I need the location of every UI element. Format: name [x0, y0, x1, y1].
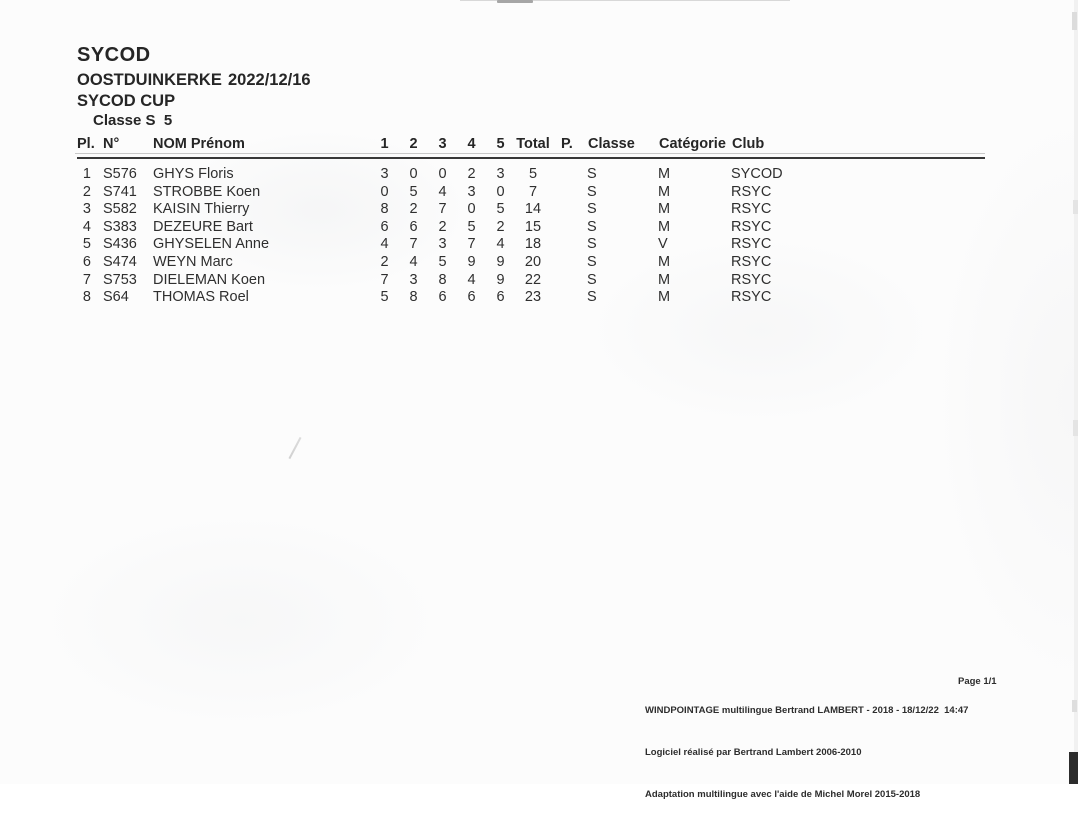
- cell-race-2: 0: [409, 166, 418, 182]
- cell-classe: S: [587, 218, 597, 235]
- header-race-2: 2: [399, 136, 428, 158]
- cell-race-1: 5: [380, 289, 389, 306]
- cell-total: 15: [524, 218, 542, 235]
- cell-race-3: 0: [438, 166, 447, 182]
- table-row: [77, 219, 985, 237]
- cell-name: THOMAS Roel: [153, 289, 249, 306]
- cell-race-4: 4: [467, 271, 476, 288]
- footer-line-2: Logiciel réalisé par Bertrand Lambert 2006-2010: [645, 747, 862, 758]
- cell-place: 8: [82, 289, 91, 306]
- table-row: [77, 272, 985, 290]
- cell-classe: S: [587, 253, 597, 270]
- cell-race-1: 8: [380, 201, 389, 218]
- cell-race-2: 7: [409, 236, 418, 253]
- cell-total: 5: [528, 166, 538, 182]
- cell-race-3: 2: [438, 218, 447, 235]
- cell-total: 7: [528, 183, 538, 200]
- cell-name: STROBBE Koen: [153, 183, 261, 200]
- scan-artifact-top-dash: [497, 0, 533, 3]
- event-title: SYCOD CUP: [77, 92, 176, 110]
- cell-classe: S: [587, 183, 597, 200]
- header-race-5: 5: [486, 136, 515, 158]
- cell-total: 22: [524, 271, 542, 288]
- page-number: Page 1/1: [958, 676, 997, 687]
- cell-race-2: 3: [409, 271, 418, 288]
- cell-penalty: [551, 219, 584, 237]
- cell-categorie: M: [658, 218, 671, 235]
- cell-club: SYCOD: [731, 166, 783, 182]
- cell-club: RSYC: [731, 253, 772, 270]
- cell-race-3: 8: [438, 271, 447, 288]
- cell-total: 14: [524, 201, 542, 218]
- cell-place: 4: [82, 218, 91, 235]
- location-name: OOSTDUINKERKE: [77, 71, 222, 89]
- cell-categorie: M: [658, 253, 671, 270]
- cell-race-1: 2: [380, 253, 389, 270]
- cell-penalty: [551, 158, 584, 184]
- cell-total: 23: [524, 289, 542, 306]
- table-row: [77, 236, 985, 254]
- cell-name: GHYSELEN Anne: [153, 236, 270, 253]
- class-line: Classe S 5: [93, 112, 173, 129]
- cell-club: RSYC: [731, 201, 772, 218]
- cell-penalty: [551, 254, 584, 272]
- cell-race-4: 0: [467, 201, 476, 218]
- cell-race-4: 7: [467, 236, 476, 253]
- table-row: [77, 289, 985, 307]
- cell-place: 3: [82, 201, 91, 218]
- cell-classe: S: [587, 201, 597, 218]
- header-rule-shadow: [75, 153, 985, 154]
- cell-race-5: 5: [496, 201, 505, 218]
- header-race-3: 3: [428, 136, 457, 158]
- cell-penalty: [551, 236, 584, 254]
- table-row: [77, 184, 985, 202]
- cell-sail-number: S64: [103, 289, 129, 306]
- cell-race-1: 3: [380, 166, 389, 182]
- cell-total: 20: [524, 253, 542, 270]
- cell-race-3: 3: [438, 236, 447, 253]
- cell-race-2: 5: [409, 183, 418, 200]
- cell-club: RSYC: [731, 236, 772, 253]
- cell-race-1: 6: [380, 218, 389, 235]
- header-categorie: Catégorie: [655, 136, 728, 158]
- cell-categorie: M: [658, 271, 671, 288]
- cell-race-3: 7: [438, 201, 447, 218]
- scan-artifact-pen-mark: [288, 437, 301, 459]
- cell-club: RSYC: [731, 218, 772, 235]
- cell-sail-number: S741: [103, 183, 137, 200]
- cell-race-4: 2: [467, 166, 476, 182]
- cell-race-1: 7: [380, 271, 389, 288]
- cell-race-5: 6: [496, 289, 505, 306]
- cell-place: 7: [82, 271, 91, 288]
- cell-classe: S: [587, 271, 597, 288]
- cell-place: 6: [82, 253, 91, 270]
- cell-categorie: V: [658, 236, 668, 253]
- cell-race-2: 6: [409, 218, 418, 235]
- cell-categorie: M: [658, 183, 671, 200]
- cell-race-2: 2: [409, 201, 418, 218]
- header-club: Club: [728, 136, 985, 158]
- cell-sail-number: S576: [103, 166, 137, 182]
- cell-race-1: 0: [380, 183, 389, 200]
- footer-line-3: Adaptation multilingue avec l'aide de Michel Morel 2015-2018: [645, 789, 921, 800]
- cell-race-2: 4: [409, 253, 418, 270]
- cell-sail-number: S436: [103, 236, 137, 253]
- cell-race-5: 9: [496, 271, 505, 288]
- cell-race-5: 9: [496, 253, 505, 270]
- cell-total: 18: [524, 236, 542, 253]
- header-race-1: 1: [370, 136, 399, 158]
- table-row: [77, 201, 985, 219]
- cell-name: DEZEURE Bart: [153, 218, 253, 235]
- cell-race-4: 5: [467, 218, 476, 235]
- cell-race-5: 3: [496, 166, 505, 182]
- cell-classe: S: [587, 166, 597, 182]
- cell-categorie: M: [658, 166, 671, 182]
- cell-race-2: 8: [409, 289, 418, 306]
- scan-artifact-corner-bar: [1069, 752, 1078, 784]
- results-tbody: [77, 158, 985, 307]
- cell-race-5: 2: [496, 218, 505, 235]
- cell-categorie: M: [658, 201, 671, 218]
- cell-race-5: 0: [496, 183, 505, 200]
- header-row: [77, 136, 985, 158]
- header-race-4: 4: [457, 136, 486, 158]
- cell-sail-number: S474: [103, 253, 137, 270]
- cell-race-1: 4: [380, 236, 389, 253]
- cell-name: WEYN Marc: [153, 253, 233, 270]
- cell-name: GHYS Floris: [153, 166, 234, 182]
- scan-artifact-edge-tick: [1073, 200, 1078, 214]
- header-sail-number: N°: [103, 136, 153, 158]
- cell-club: RSYC: [731, 183, 772, 200]
- cell-club: RSYC: [731, 271, 772, 288]
- cell-sail-number: S753: [103, 271, 137, 288]
- scan-artifact-right-edge: [1074, 0, 1078, 784]
- cell-penalty: [551, 289, 584, 307]
- header-classe: Classe: [584, 136, 655, 158]
- cell-sail-number: S582: [103, 201, 137, 218]
- cell-race-4: 6: [467, 289, 476, 306]
- scan-artifact-edge-tick: [1073, 420, 1078, 436]
- results-table: [77, 136, 985, 307]
- header-name: NOM Prénom: [153, 136, 370, 158]
- cell-place: 5: [82, 236, 91, 253]
- cell-categorie: M: [658, 289, 671, 306]
- table-row: [77, 158, 985, 184]
- cell-race-4: 9: [467, 253, 476, 270]
- header-penalty: P.: [551, 136, 584, 158]
- cell-penalty: [551, 201, 584, 219]
- cell-race-5: 4: [496, 236, 505, 253]
- footer-credits: [645, 676, 968, 830]
- cell-penalty: [551, 184, 584, 202]
- header-total: Total: [515, 136, 551, 158]
- cell-place: 1: [82, 166, 91, 182]
- results-table-header: [77, 136, 985, 158]
- club-title: SYCOD: [77, 44, 151, 66]
- cell-classe: S: [587, 289, 597, 306]
- scan-artifact-edge-tick: [1072, 12, 1077, 30]
- event-date: 2022/12/16: [228, 71, 311, 89]
- table-row: [77, 254, 985, 272]
- scan-artifact-edge-tick: [1072, 700, 1077, 712]
- location-line: [77, 71, 311, 90]
- cell-penalty: [551, 272, 584, 290]
- footer-line-1: WINDPOINTAGE multilingue Bertrand LAMBERT - 2018 - 18/12/22 14:47: [645, 705, 969, 716]
- cell-name: KAISIN Thierry: [153, 201, 250, 218]
- header-place: Pl.: [77, 136, 103, 158]
- cell-classe: S: [587, 236, 597, 253]
- cell-sail-number: S383: [103, 218, 137, 235]
- cell-race-3: 5: [438, 253, 447, 270]
- cell-name: DIELEMAN Koen: [153, 271, 266, 288]
- cell-race-4: 3: [467, 183, 476, 200]
- cell-place: 2: [82, 183, 91, 200]
- cell-race-3: 4: [438, 183, 447, 200]
- cell-race-3: 6: [438, 289, 447, 306]
- cell-club: RSYC: [731, 289, 772, 306]
